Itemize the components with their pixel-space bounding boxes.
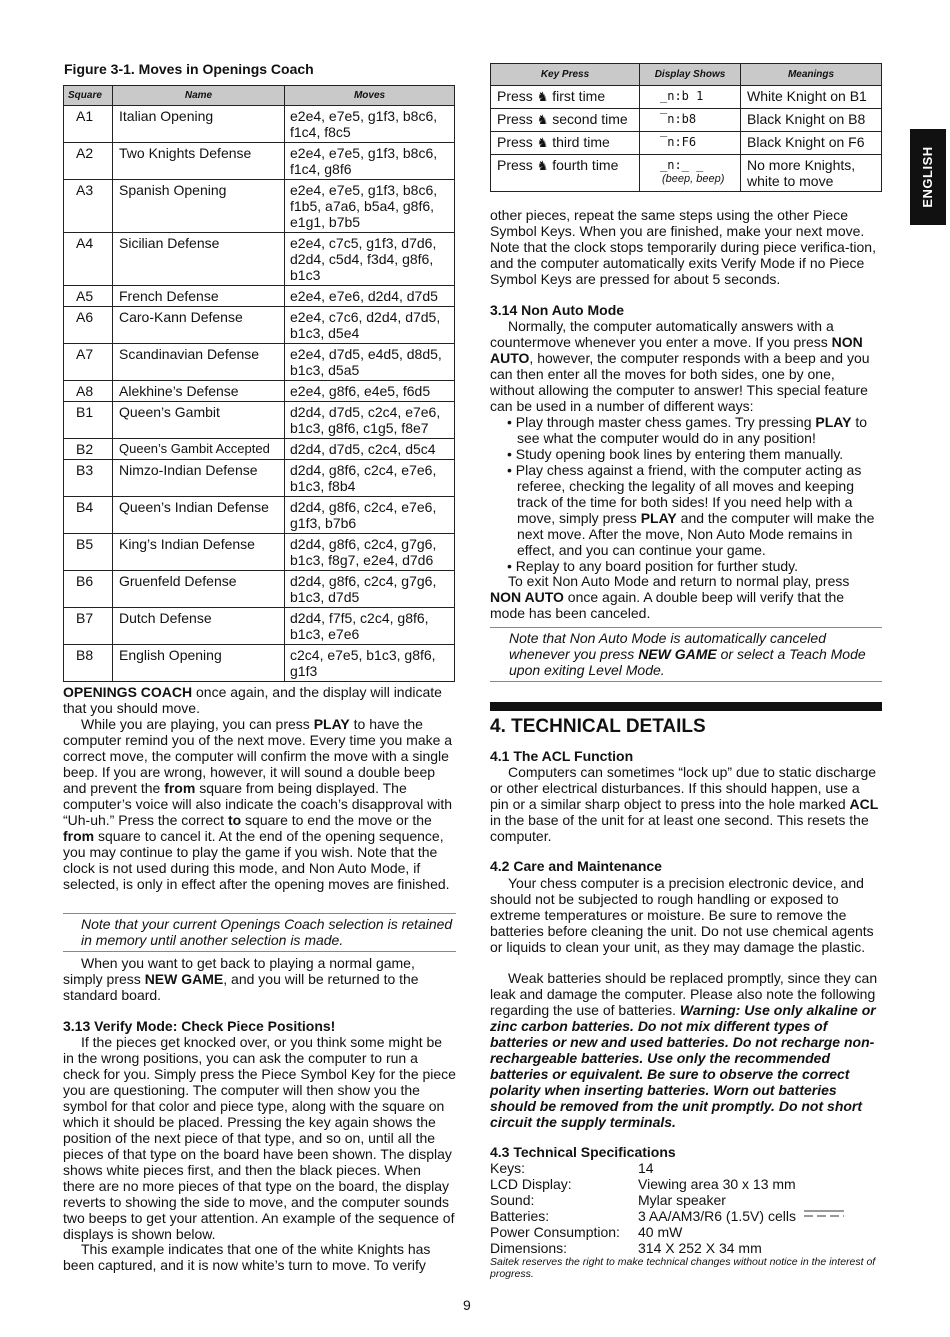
non-auto-key: NON AUTO xyxy=(490,334,863,366)
dc-symbol-icon xyxy=(804,1208,846,1218)
p41b: in the base of the unit for at least one second. This resets the computer. xyxy=(490,812,869,844)
p2e: square to cancel it. At the end of the opening sequence, you may continue to play the game if you wish. Note that the clock is not used during this mode, and Non Auto Mode, if selected, is only in effect after the opening moves are finished. xyxy=(63,828,450,892)
table-row xyxy=(64,286,455,307)
moves-cell: c2c4, e7e5, b1c3, g8f6, g1f3 xyxy=(285,645,455,682)
b1a: Play through master chess games. Try pressing xyxy=(515,414,816,430)
exit-non-auto-paragraph xyxy=(490,573,882,621)
play-paragraph xyxy=(63,716,456,892)
square-cell: B2 xyxy=(64,439,113,460)
moves-cell: e2e4, c7c6, d2d4, d7d5, b1c3, d5e4 xyxy=(285,307,455,344)
header-display-shows: Display Shows xyxy=(640,64,741,86)
batteries-paragraph xyxy=(490,970,882,1130)
name-cell: Italian Opening xyxy=(113,106,285,143)
name-cell: Nimzo-Indian Defense xyxy=(113,460,285,497)
key-press-cell xyxy=(491,132,640,155)
square-cell: B1 xyxy=(64,402,113,439)
b3b: and the computer will make the next move. After the move, Non Auto Mode remains in effect, and you can continue your game. xyxy=(517,510,875,558)
name-cell: Spanish Opening xyxy=(113,180,285,233)
spec-value: Viewing area 30 x 13 mm xyxy=(638,1176,796,1192)
display-cell xyxy=(640,109,741,132)
name-cell: French Defense xyxy=(113,286,285,307)
table-row xyxy=(64,608,455,645)
name-cell: Queen’s Indian Defense xyxy=(113,497,285,534)
to-word: to xyxy=(227,812,242,828)
meaning-cell: Black Knight on B8 xyxy=(741,109,882,132)
p2d: square to end the move or the xyxy=(241,812,432,828)
spec-label: LCD Display: xyxy=(490,1176,572,1192)
lcd-readout: ‾n:F6 xyxy=(660,135,697,149)
table-row xyxy=(64,571,455,608)
non-auto-key: NON AUTO xyxy=(490,589,564,605)
heading-4-1: 4.1 The ACL Function xyxy=(490,748,634,764)
table-row xyxy=(64,402,455,439)
p3b: , and you will be returned to the standard board. xyxy=(63,971,419,1003)
square-cell: A6 xyxy=(64,307,113,344)
p41a: Computers can sometimes “lock up” due to static discharge or other electrical disturbances. If this should happen, use a pin or a similar sharp object to press into the hole marked xyxy=(490,764,877,812)
table-row xyxy=(64,439,455,460)
non-auto-note xyxy=(490,627,882,682)
table-row xyxy=(64,460,455,497)
square-cell: B7 xyxy=(64,608,113,645)
moves-cell: e2e4, e7e6, d2d4, d7d5 xyxy=(285,286,455,307)
language-tab xyxy=(910,129,946,225)
list-item: • Study opening book lines by entering them manually. xyxy=(490,446,882,462)
knight-icon: ♞ xyxy=(536,159,549,174)
table-row xyxy=(64,381,455,402)
figure-title: Figure 3-1. Moves in Openings Coach xyxy=(64,61,314,77)
acl-word: ACL xyxy=(849,796,879,812)
moves-cell: e2e4, g8f6, e4e5, f6d5 xyxy=(285,381,455,402)
press-label: Press xyxy=(497,88,537,104)
name-cell: Alekhine’s Defense xyxy=(113,381,285,402)
meaning-cell: White Knight on B1 xyxy=(741,86,882,109)
openings-coach-bold: OPENINGS COACH xyxy=(63,684,193,700)
section-title: 4. TECHNICAL DETAILS xyxy=(490,716,706,737)
table-row xyxy=(64,645,455,682)
b1b: to see what the computer would do in any position! xyxy=(517,414,868,446)
language-tab-label: ENGLISH xyxy=(920,146,935,208)
keys-table-body xyxy=(491,86,882,192)
moves-cell: e2e4, c7c5, g1f3, d7d6, d2d4, c5d4, f3d4, g8f6, b1c3 xyxy=(285,233,455,286)
play-key: PLAY xyxy=(815,414,852,430)
moves-cell: d2d4, g8f6, c2c4, g7g6, b1c3, f8g7, e2e4, d7d6 xyxy=(285,534,455,571)
openings-table-body xyxy=(64,106,455,682)
na-p2a: Normally, the computer automatically answers with a countermove whenever you enter a move. If you press xyxy=(490,318,834,350)
note-b: or select a Teach Mode upon exiting Level Mode. xyxy=(509,646,866,678)
square-cell: A1 xyxy=(64,106,113,143)
table-row xyxy=(491,155,882,192)
moves-cell: d2d4, f7f5, c2c4, g8f6, b1c3, e7e6 xyxy=(285,608,455,645)
table-row xyxy=(64,534,455,571)
knight-icon: ♞ xyxy=(536,136,549,151)
name-cell: English Opening xyxy=(113,645,285,682)
heading-4-3: 4.3 Technical Specifications xyxy=(490,1144,676,1160)
name-cell: Gruenfeld Defense xyxy=(113,571,285,608)
name-cell: Queen’s Gambit xyxy=(113,402,285,439)
heading-3-13: 3.13 Verify Mode: Check Piece Positions! xyxy=(63,1018,336,1034)
p2c: square from being displayed. The computer’s voice will also indicate the coach’s disapproval with “Uh-uh.” Press the correct xyxy=(63,780,453,828)
spec-row xyxy=(490,1176,882,1192)
spec-row xyxy=(490,1208,882,1224)
spec-row xyxy=(490,1224,882,1240)
verify-paragraph: If the pieces get knocked over, or you think some might be in the wrong positions, you can ask the computer to run a check for you. Simply press the Piece Symbol Key for the piece you are questioning. The computer will then show you the symbol for that color and piece type, along with the square on which it should be placed. Pressing the key again shows the position of the next piece of that type, and so on, until all the pieces of that type on the board have been shown. The display shows white pieces first, and then the black pieces. When there are no more pieces of that type on the board, the display reverts to showing the side to move, and the computer sounds two beeps to get your attention. An example of the sequence of displays is shown below. xyxy=(63,1034,456,1242)
display-cell xyxy=(640,86,741,109)
knight-icon: ♞ xyxy=(536,90,549,105)
verify-keys-table xyxy=(490,63,882,192)
acl-paragraph xyxy=(490,764,882,844)
square-cell: B4 xyxy=(64,497,113,534)
press-label: Press xyxy=(497,157,537,173)
moves-cell: e2e4, d7d5, e4d5, d8d5, b1c3, d5a5 xyxy=(285,344,455,381)
non-auto-paragraph xyxy=(490,318,882,414)
list-item xyxy=(490,414,882,446)
name-cell: Sicilian Defense xyxy=(113,233,285,286)
spec-label: Keys: xyxy=(490,1160,526,1176)
table-row xyxy=(491,86,882,109)
meaning-cell: No more Knights, white to move xyxy=(741,155,882,192)
lcd-readout: ‾n:b8 xyxy=(660,112,697,126)
lcd-readout: _n:_ _ xyxy=(660,158,704,172)
spec-label: Sound: xyxy=(490,1192,535,1208)
name-cell: King’s Indian Defense xyxy=(113,534,285,571)
p3a: To exit Non Auto Mode and return to normal play, press xyxy=(508,573,850,589)
other-pieces-paragraph: other pieces, repeat the same steps using the other Piece Symbol Keys. When you are finished, make your next move. Note that the clock stops temporarily during piece verifica-tion, and the computer automatically exits Verify Mode if no Piece Symbol Keys are pressed for about 5 seconds. xyxy=(490,207,876,287)
header-meanings: Meanings xyxy=(741,64,882,86)
specs-list xyxy=(490,1160,882,1256)
table-row xyxy=(64,180,455,233)
spec-row xyxy=(490,1240,882,1256)
non-auto-uses-list xyxy=(490,414,882,574)
table-row xyxy=(64,344,455,381)
new-game-paragraph xyxy=(63,955,456,1003)
table-row xyxy=(64,106,455,143)
p2a: While you are playing, you can press xyxy=(81,716,314,732)
openings-table xyxy=(63,85,455,682)
openings-coach-note: Note that your current Openings Coach selection is retained in memory until another selection is made. xyxy=(63,913,456,952)
header-name: Name xyxy=(113,86,285,106)
moves-cell: d2d4, g8f6, c2c4, g7g6, b1c3, d7d5 xyxy=(285,571,455,608)
table-row xyxy=(491,132,882,155)
header-key-press: Key Press xyxy=(491,64,640,86)
lcd-readout: _n:b 1 xyxy=(660,89,704,103)
key-press-cell xyxy=(491,109,640,132)
moves-cell: e2e4, e7e5, g1f3, b8c6, f1b5, a7a6, b5a4, g8f6, e1g1, b7b5 xyxy=(285,180,455,233)
p3b: once again. A double beep will verify that the mode has been canceled. xyxy=(490,589,845,621)
keys-table-header xyxy=(491,64,882,86)
press-count: first time xyxy=(548,88,606,104)
spec-label: Dimensions: xyxy=(490,1240,568,1256)
table-row xyxy=(64,307,455,344)
square-cell: A7 xyxy=(64,344,113,381)
square-cell: B6 xyxy=(64,571,113,608)
header-moves: Moves xyxy=(285,86,455,106)
square-cell: B5 xyxy=(64,534,113,571)
play-key: PLAY xyxy=(313,716,350,732)
heading-4-2: 4.2 Care and Maintenance xyxy=(490,858,662,874)
care-paragraph: Your chess computer is a precision electronic device, and should not be subjected to rough handling or exposed to extreme temperatures or moisture. Be sure to remove the batteries before cleaning the unit. Do not use chemical agents or liquids to clean your unit, as they may damage the plastic. xyxy=(490,875,874,955)
beep-note: (beep, beep) xyxy=(662,173,725,185)
display-cell xyxy=(640,155,741,192)
spec-value: 40 mW xyxy=(638,1224,683,1240)
square-cell: A4 xyxy=(64,233,113,286)
battery-warning: Warning: Use only alkaline or zinc carbon batteries. Do not mix different types of batteries or new and used batteries. Do not recharge non-rechargeable batteries. Use only the recommended batteries or equivalent. Be sure to observe the correct polarity when inserting batteries. Worn out batteries should be removed from the unit promptly. Do not short circuit the supply terminals. xyxy=(490,1002,876,1130)
table-row xyxy=(64,233,455,286)
press-count: third time xyxy=(548,134,610,150)
name-cell: Queen’s Gambit Accepted xyxy=(113,439,285,460)
b3a: Play chess against a friend, with the computer acting as referee, checking the legality of all moves and keeping track of the time for both sides! If you need help with a move, simply press xyxy=(515,462,862,526)
press-label: Press xyxy=(497,111,537,127)
name-cell: Caro-Kann Defense xyxy=(113,307,285,344)
moves-cell: e2e4, e7e5, g1f3, b8c6, f1c4, f8c5 xyxy=(285,106,455,143)
spec-row xyxy=(490,1160,882,1176)
spec-value: 3 AA/AM3/R6 (1.5V) cells xyxy=(638,1208,796,1224)
square-cell: B8 xyxy=(64,645,113,682)
note-a: Note that Non Auto Mode is automatically canceled whenever you press xyxy=(509,630,826,662)
spec-value: 14 xyxy=(638,1160,654,1176)
name-cell: Dutch Defense xyxy=(113,608,285,645)
list-item: • Replay to any board position for further study. xyxy=(490,558,882,574)
key-press-cell xyxy=(491,155,640,192)
square-cell: A3 xyxy=(64,180,113,233)
openings-table-header xyxy=(64,86,455,106)
spec-label: Power Consumption: xyxy=(490,1224,620,1240)
square-cell: A2 xyxy=(64,143,113,180)
moves-cell: e2e4, e7e5, g1f3, b8c6, f1c4, g8f6 xyxy=(285,143,455,180)
new-game-key: NEW GAME xyxy=(144,971,224,987)
page-number: 9 xyxy=(463,1297,471,1313)
press-count: fourth time xyxy=(548,157,619,173)
spec-label: Batteries: xyxy=(490,1208,550,1224)
square-cell: B3 xyxy=(64,460,113,497)
name-cell: Two Knights Defense xyxy=(113,143,285,180)
moves-cell: d2d4, d7d5, c2c4, d5c4 xyxy=(285,439,455,460)
spec-value: 314 X 252 X 34 mm xyxy=(638,1240,762,1256)
p43a: Weak batteries should be replaced promptly, since they can leak and damage the computer. Please also note the following regarding the use of batteries. xyxy=(490,970,878,1018)
press-count: second time xyxy=(548,111,628,127)
square-cell: A5 xyxy=(64,286,113,307)
press-label: Press xyxy=(497,134,537,150)
p3a: When you want to get back to playing a normal game, simply press xyxy=(63,955,415,987)
square-cell: A8 xyxy=(64,381,113,402)
key-press-cell xyxy=(491,86,640,109)
table-row xyxy=(64,497,455,534)
table-row xyxy=(491,109,882,132)
heading-3-14: 3.14 Non Auto Mode xyxy=(490,302,625,318)
moves-cell: d2d4, g8f6, c2c4, e7e6, b1c3, f8b4 xyxy=(285,460,455,497)
spec-value: Mylar speaker xyxy=(638,1192,726,1208)
moves-cell: d2d4, d7d5, c2c4, e7e6, b1c3, g8f6, c1g5, f8e7 xyxy=(285,402,455,439)
name-cell: Scandinavian Defense xyxy=(113,344,285,381)
new-game-key: NEW GAME xyxy=(638,646,717,662)
from-word-2: from xyxy=(63,828,95,844)
play-key: PLAY xyxy=(640,510,677,526)
moves-cell: d2d4, g8f6, c2c4, e7e6, g1f3, b7b6 xyxy=(285,497,455,534)
p2b: to have the computer remind you of the next move. Every time you make a correct move, the computer will confirm the move with a single beep. If you are wrong, however, it will sound a double beep and prevent the xyxy=(63,716,453,796)
na-p2b: , however, the computer responds with a beep and you can then enter all the moves for both sides, one by one, without allowing the computer to answer! This special feature can be used in a number of different ways: xyxy=(490,350,870,414)
header-square: Square xyxy=(64,86,113,106)
spec-row xyxy=(490,1192,882,1208)
from-word: from xyxy=(164,780,196,796)
meaning-cell: Black Knight on F6 xyxy=(741,132,882,155)
p1-text: once again, and the display will indicate that you should move. xyxy=(63,684,442,716)
knight-icon: ♞ xyxy=(536,113,549,128)
list-item xyxy=(490,462,882,558)
table-row xyxy=(64,143,455,180)
section-divider-bar xyxy=(490,702,882,711)
openings-coach-paragraph xyxy=(63,684,456,716)
display-cell xyxy=(640,132,741,155)
example-paragraph: This example indicates that one of the white Knights has been captured, and it is now white’s turn to move. To verify xyxy=(63,1241,431,1273)
disclaimer: Saitek reserves the right to make technical changes without notice in the interest of progress. xyxy=(490,1256,876,1280)
